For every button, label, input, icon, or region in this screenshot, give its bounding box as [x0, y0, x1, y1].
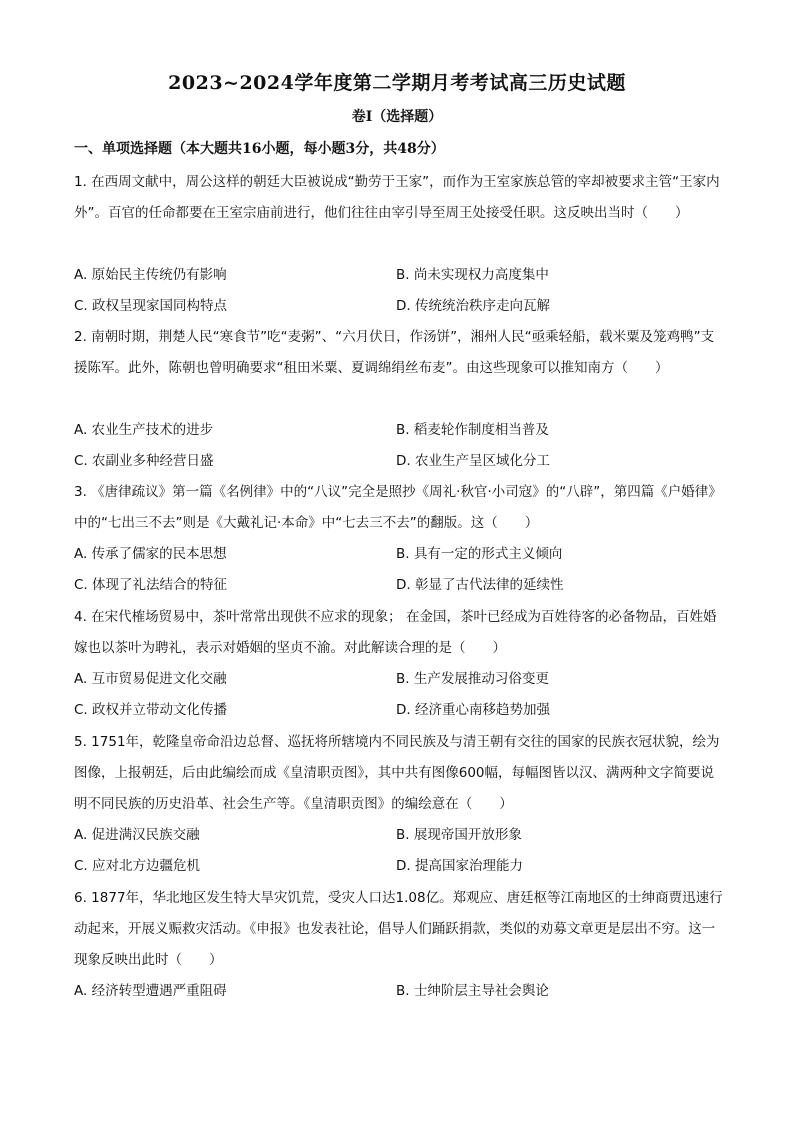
option-a[interactable]: A. 原始民主传统仍有影响: [74, 267, 227, 283]
part-heading: 卷Ⅰ（选择题）: [351, 109, 443, 125]
option-c[interactable]: C. 农副业多种经营日盛: [74, 453, 214, 469]
option-d[interactable]: D. 提高国家治理能力: [396, 858, 523, 874]
option-c[interactable]: C. 政权呈现家国同构特点: [74, 298, 228, 314]
question-1-stem: 1. 在西周文献中，周公这样的朝廷大臣被说成“勤劳于王家”，而作为王室家族总管的宰却被要求主管“王家内外”。百官的任命都要在王室宗庙前进行，他们往往由宰引导至周王处接受任职。这反映出当时（ ）: [74, 174, 720, 221]
question-4-stem: 4. 在宋代榷场贸易中，茶叶常常出现供不应求的现象； 在金国，茶叶已经成为百姓待客的必备物品，百姓婚嫁也以茶叶为聘礼，表示对婚姻的坚贞不渝。对此解读合理的是（ ）: [74, 609, 717, 656]
question-5-options: [74, 820, 726, 882]
exam-title: 2023~2024学年度第二学期月考考试高三历史试题: [168, 72, 626, 94]
option-b[interactable]: B. 生产发展推动习俗变更: [396, 671, 549, 687]
question-2-options: [74, 415, 726, 477]
option-b[interactable]: B. 具有一定的形式主义倾向: [396, 546, 563, 562]
option-b[interactable]: B. 士绅阶层主导社会舆论: [396, 983, 549, 999]
question-1-options: [74, 260, 726, 322]
option-d[interactable]: D. 彰显了古代法律的延续性: [396, 577, 564, 593]
option-c[interactable]: C. 应对北方边疆危机: [74, 858, 201, 874]
question-6-stem: 6. 1877年，华北地区发生特大旱灾饥荒，受灾人口达1.08亿。郑观应、唐廷枢等江南地区的士绅商贾迅速行动起来，开展义赈救灾活动。《申报》也发表社论，倡导人们踊跃捐款，类似的劝募文章更是层出不穷。这一现象反映出此时（ ）: [74, 890, 723, 968]
question-6-options: [74, 976, 726, 1007]
question-2-stem: 2. 南朝时期，荆楚人民“寒食节”吃“麦粥”、“六月伏日，作汤饼”，湘州人民“亟乘轻船，载米粟及笼鸡鸭”支援陈军。此外，陈朝也曾明确要求“租田米粟、夏调绵绢丝布麦”。由这些现象可以推知南方（ ）: [74, 329, 715, 376]
option-a[interactable]: A. 经济转型遭遇严重阻碍: [74, 983, 227, 999]
option-a[interactable]: A. 促进满汉民族交融: [74, 827, 200, 843]
question-3-stem: 3. 《唐律疏议》第一篇《名例律》中的“八议”完全是照抄《周礼·秋官·小司寇》的“八辟”，第四篇《户婚律》中的“七出三不去”则是《大戴礼记·本命》中“七去三不去”的翻版。这（ ）: [74, 484, 722, 531]
option-d[interactable]: D. 传统统治秩序走向瓦解: [396, 298, 550, 314]
option-b[interactable]: B. 展现帝国开放形象: [396, 827, 522, 843]
question-5-stem: 5. 1751年，乾隆皇帝命沿边总督、巡抚将所辖境内不同民族及与清王朝有交往的国家的民族衣冠状貌，绘为图像，上报朝廷，后由此编绘而成《皇清职贡图》，其中共有图像600幅，每幅图皆以汉、满两种文字简要说明不同民族的历史沿革、社会生产等。《皇清职贡图》的编绘意在（ ）: [74, 734, 720, 812]
question-4-options: [74, 664, 726, 726]
option-a[interactable]: A. 传承了儒家的民本思想: [74, 546, 227, 562]
question-3-options: [74, 539, 726, 601]
option-d[interactable]: D. 经济重心南移趋势加强: [396, 702, 550, 718]
section-heading: 一、单项选择题（本大题共16小题，每小题3分，共48分）: [74, 141, 445, 157]
option-a[interactable]: A. 互市贸易促进文化交融: [74, 671, 227, 687]
option-a[interactable]: A. 农业生产技术的进步: [74, 422, 214, 438]
option-b[interactable]: B. 尚未实现权力高度集中: [396, 267, 549, 283]
option-c[interactable]: C. 政权并立带动文化传播: [74, 702, 228, 718]
option-d[interactable]: D. 农业生产呈区域化分工: [396, 453, 550, 469]
option-b[interactable]: B. 稻麦轮作制度相当普及: [396, 422, 549, 438]
option-c[interactable]: C. 体现了礼法结合的特征: [74, 577, 228, 593]
